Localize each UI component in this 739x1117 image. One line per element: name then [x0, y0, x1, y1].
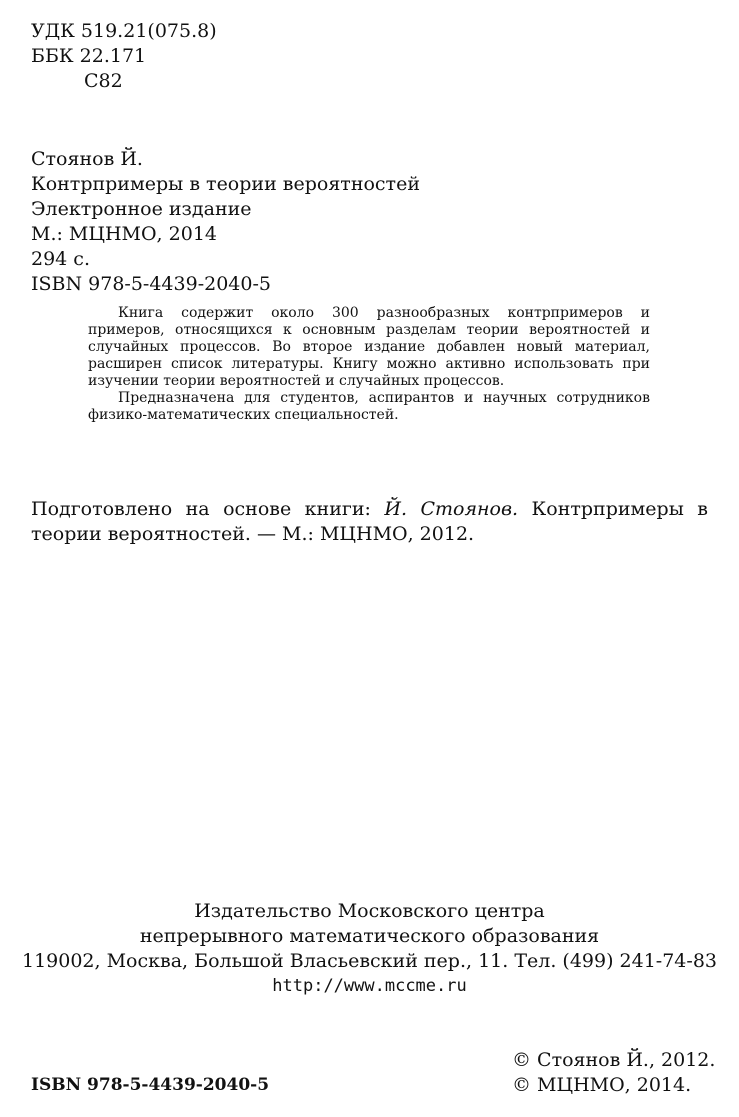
abstract-block: [88, 305, 650, 424]
copyright-publisher: © МЦНМО, 2014.: [512, 1074, 692, 1096]
abstract-paragraph-1: Книга содержит около 300 разнообразных контрпримеров и примеров, относящихся к основным разделам теории вероятностей и случайных процессов. Во второе издание добавлен новый материал, расширен список литературы. Книгу можно активно использовать при изучении теории вероятностей и случайных процессов.: [88, 305, 650, 389]
bib-author: Стоянов Й.: [31, 148, 143, 170]
bib-edition: Электронное издание: [31, 198, 252, 220]
publisher-line-2: непрерывного математического образования: [139, 925, 600, 947]
publisher-block: [0, 899, 739, 999]
bib-pages: 294 с.: [31, 248, 90, 270]
publisher-address: 119002, Москва, Большой Власьевский пер., 11. Тел. (499) 241-74-83: [21, 950, 717, 972]
publisher-line-1: Издательство Московского центра: [194, 900, 545, 922]
source-author: Й. Стоянов.: [384, 498, 519, 520]
author-sign: С82: [84, 70, 123, 92]
bib-publisher-year: М.: МЦНМО, 2014: [31, 223, 217, 245]
source-note: [31, 497, 708, 547]
bib-isbn: ISBN 978-5-4439-2040-5: [31, 273, 271, 295]
bbk-code: ББК 22.171: [31, 45, 147, 67]
source-prefix: Подготовлено на основе книги:: [31, 498, 385, 520]
copyright-author: © Стоянов Й., 2012.: [512, 1049, 716, 1071]
source-rest: Контрпримеры в теории вероятностей. — М.: МЦНМО, 2012.: [31, 498, 708, 545]
footer-isbn: ISBN 978-5-4439-2040-5: [31, 1075, 270, 1095]
abstract-paragraph-2: Предназначена для студентов, аспирантов и научных сотрудников физико-математических специальностей.: [88, 390, 650, 423]
udk-code: УДК 519.21(075.8): [31, 20, 217, 42]
bib-title: Контрпримеры в теории вероятностей: [31, 173, 420, 195]
publisher-url[interactable]: http://www.mccme.ru: [272, 976, 467, 996]
